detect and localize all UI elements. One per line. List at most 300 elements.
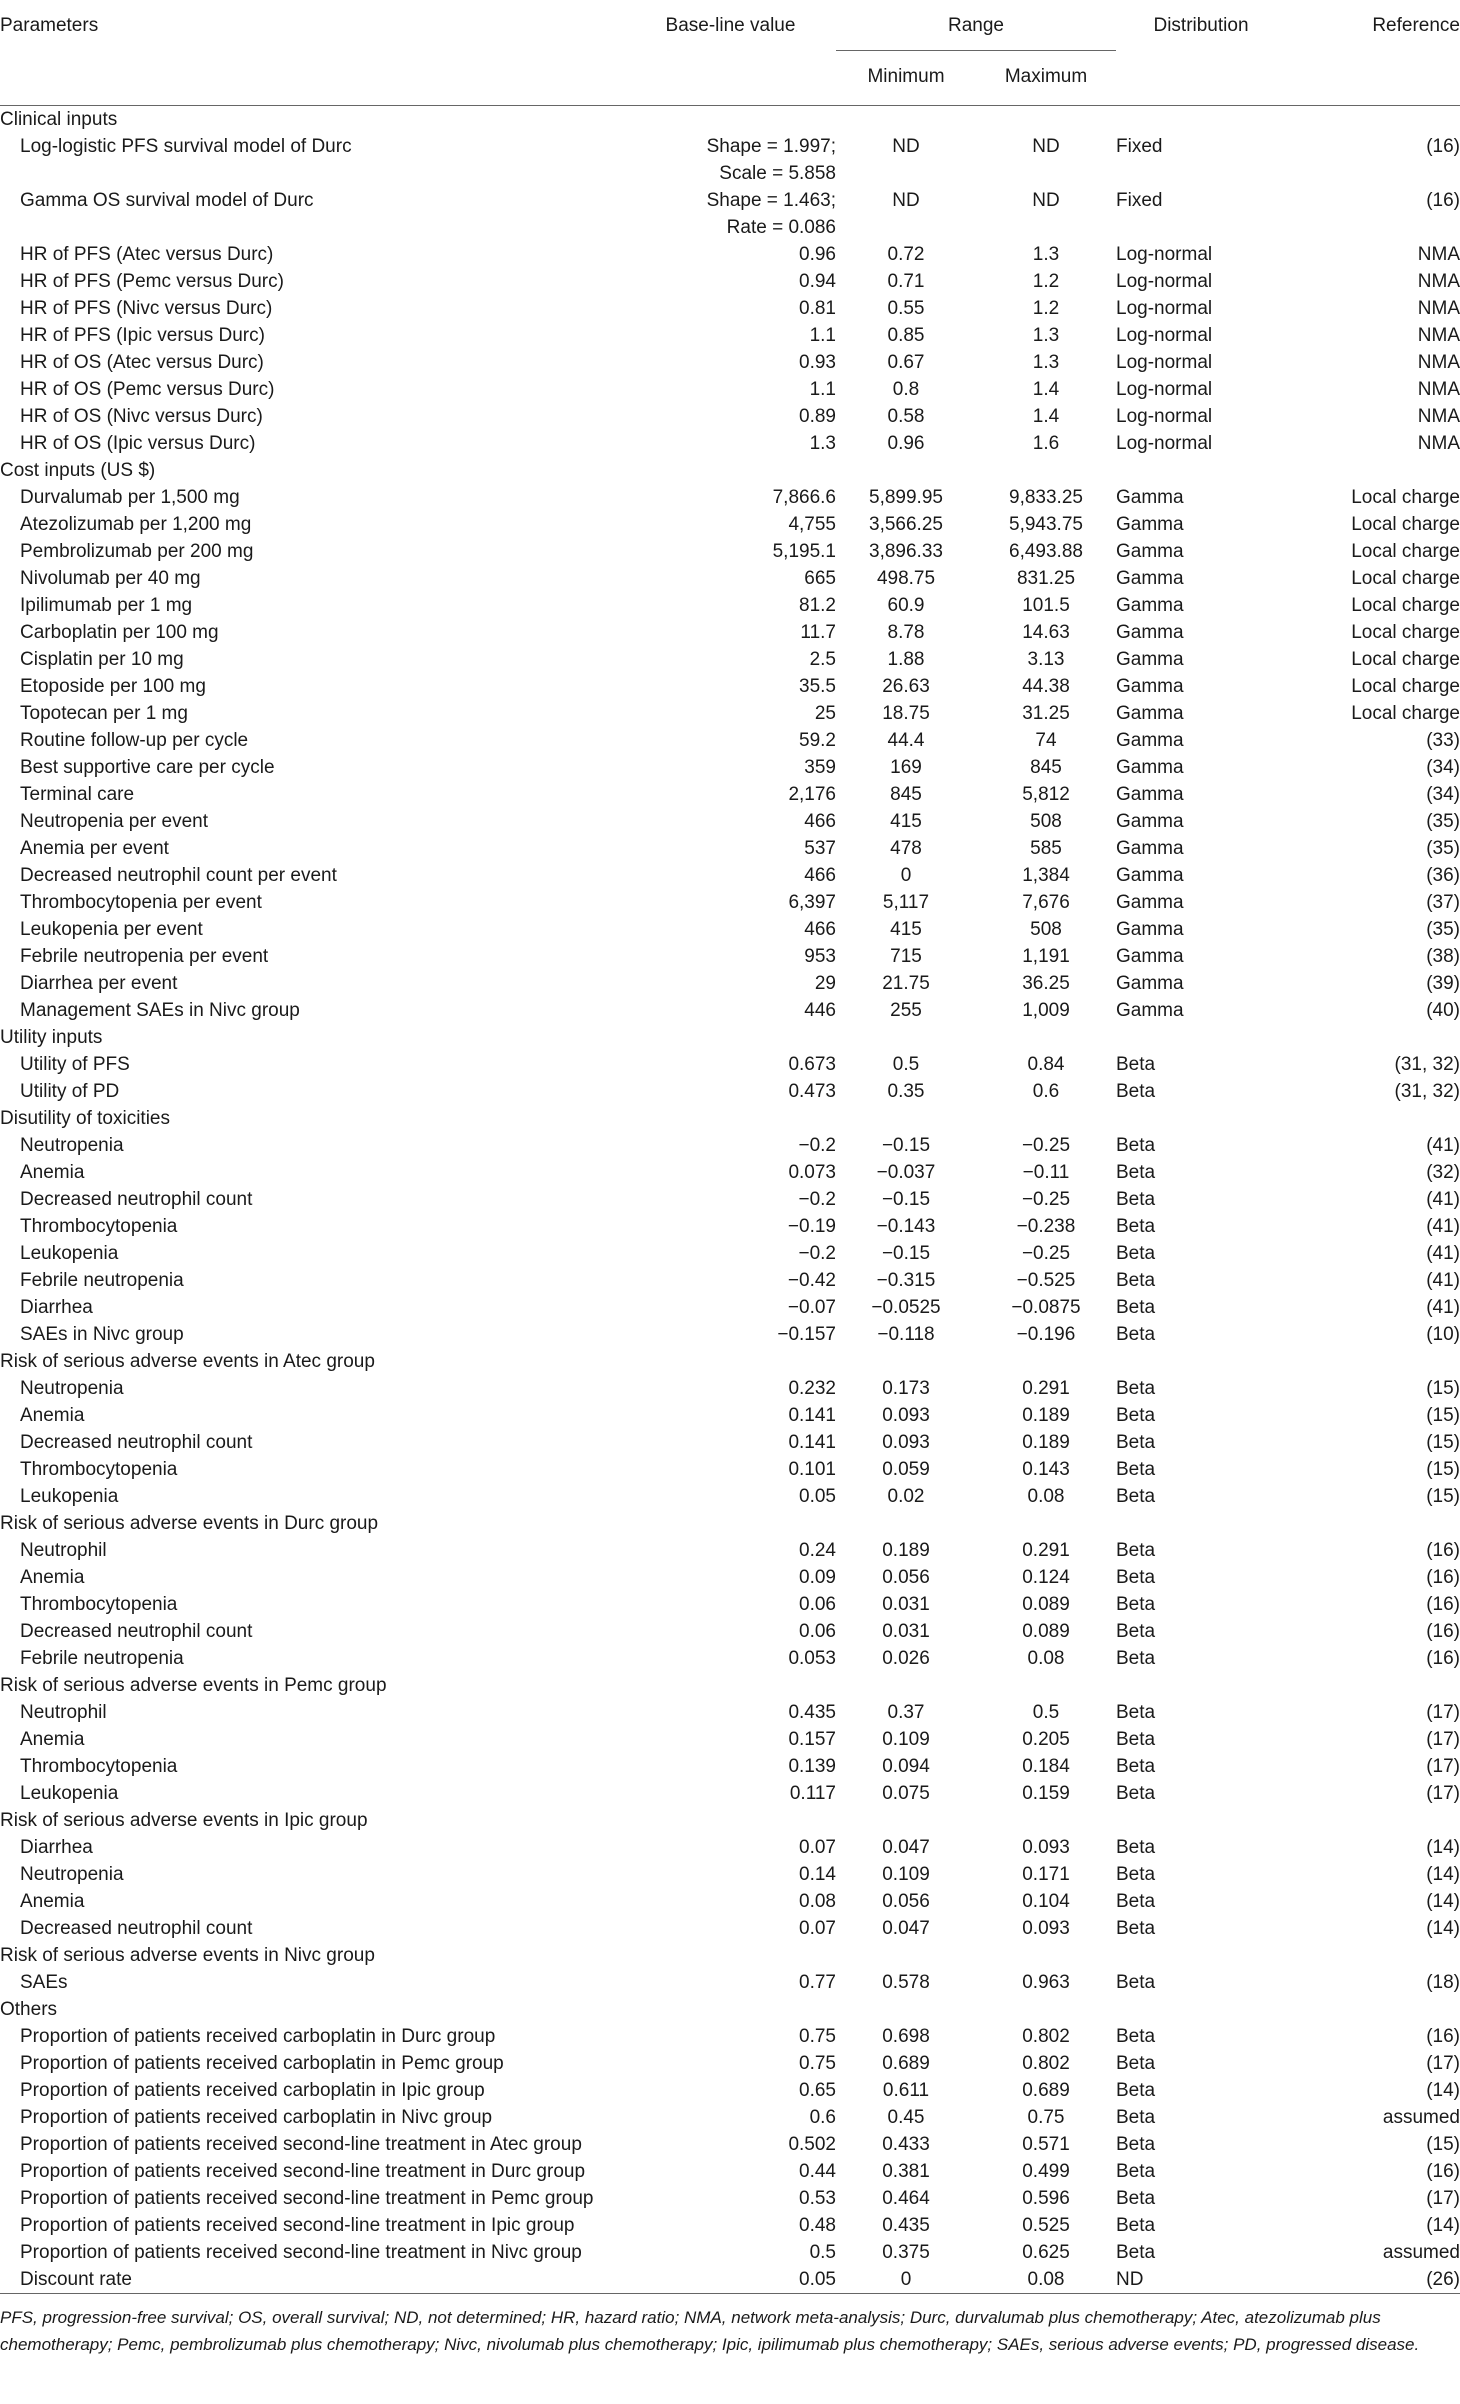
reference-cell: (15) (1426, 1459, 1460, 1480)
baseline-cell: 0.073 (788, 1162, 836, 1183)
maximum-cell: 831.25 (1016, 568, 1076, 589)
baseline-cell: 0.05 (799, 1486, 836, 1507)
minimum-cell: 0 (900, 2269, 912, 2290)
reference-cell: (17) (1426, 1729, 1460, 1750)
reference-cell: (15) (1426, 1378, 1460, 1399)
distribution-cell: Beta (1116, 1891, 1156, 1912)
parameter-cell: Gamma OS survival model of Durc (20, 190, 314, 211)
maximum-cell: 1,191 (1022, 946, 1070, 967)
maximum-cell: 1,009 (1022, 1000, 1070, 1021)
baseline-cell: 0.139 (788, 1756, 836, 1777)
maximum-cell: 44.38 (1022, 676, 1070, 697)
parameter-cell: Neutropenia (20, 1378, 124, 1399)
baseline-cell: 665 (804, 568, 836, 589)
distribution-cell: Gamma (1116, 595, 1184, 616)
parameter-cell: HR of PFS (Nivc versus Durc) (20, 298, 273, 319)
reference-cell: NMA (1417, 298, 1460, 319)
parameter-cell: Thrombocytopenia (20, 1216, 178, 1237)
table-row (0, 1240, 1460, 1267)
parameter-cell: Utility of PFS (20, 1054, 130, 1075)
baseline-cell: 0.93 (799, 352, 836, 373)
table-row (0, 2131, 1460, 2158)
reference-cell: (34) (1426, 784, 1460, 805)
distribution-cell: Beta (1116, 2188, 1156, 2209)
maximum-cell: 585 (1030, 838, 1062, 859)
distribution-cell: Beta (1116, 2107, 1156, 2128)
table-row (0, 2239, 1460, 2266)
baseline-cell: 7,866.6 (772, 487, 836, 508)
section-header-row (0, 1942, 1460, 1969)
parameter-cell: Utility of PD (20, 1081, 120, 1102)
parameter-cell: Proportion of patients received second-line treatment in Atec group (20, 2134, 582, 2155)
distribution-cell: Gamma (1116, 838, 1184, 859)
distribution-cell: Gamma (1116, 946, 1184, 967)
table-row (0, 1132, 1460, 1159)
table-row (0, 943, 1460, 970)
baseline-cell: 5,195.1 (772, 541, 836, 562)
distribution-cell: Gamma (1116, 892, 1184, 913)
distribution-cell: Fixed (1116, 190, 1163, 211)
parameter-cell: Topotecan per 1 mg (20, 703, 188, 724)
distribution-cell: Gamma (1116, 703, 1184, 724)
reference-cell: (41) (1426, 1135, 1460, 1156)
maximum-cell: 0.08 (1027, 2269, 1065, 2290)
distribution-cell: Gamma (1116, 622, 1184, 643)
parameter-cell: Proportion of patients received second-line treatment in Ipic group (20, 2215, 575, 2236)
table-row (0, 2023, 1460, 2050)
table-body (0, 106, 1460, 2294)
distribution-cell: Beta (1116, 1135, 1156, 1156)
reference-cell: (17) (1426, 1702, 1460, 1723)
baseline-cell: 0.14 (799, 1864, 836, 1885)
maximum-cell: 0.84 (1027, 1054, 1065, 1075)
maximum-cell: 0.625 (1022, 2242, 1070, 2263)
distribution-cell: Gamma (1116, 649, 1184, 670)
table-row (0, 430, 1460, 457)
distribution-cell: Beta (1116, 2242, 1156, 2263)
section-header-row (0, 1348, 1460, 1375)
distribution-cell: Gamma (1116, 757, 1184, 778)
minimum-cell: 478 (890, 838, 922, 859)
maximum-cell: 0.571 (1022, 2134, 1070, 2155)
baseline-cell: 446 (804, 1000, 836, 1021)
reference-cell: (16) (1426, 1594, 1460, 1615)
minimum-cell: 0.55 (887, 298, 925, 319)
reference-cell: Local charge (1351, 487, 1460, 508)
baseline-cell: 0.5 (809, 2242, 836, 2263)
distribution-cell: Beta (1116, 2161, 1156, 2182)
parameter-cell: Ipilimumab per 1 mg (20, 595, 193, 616)
parameter-cell: Anemia (20, 1567, 85, 1588)
minimum-cell: 0.8 (892, 379, 920, 400)
minimum-cell: 498.75 (876, 568, 936, 589)
minimum-cell: 18.75 (882, 703, 930, 724)
baseline-cell: 0.53 (799, 2188, 836, 2209)
distribution-cell: Gamma (1116, 541, 1184, 562)
table-row (0, 1780, 1460, 1807)
parameter-cell: HR of OS (Ipic versus Durc) (20, 433, 256, 454)
reference-cell: (16) (1426, 2161, 1460, 2182)
maximum-cell: −0.196 (1016, 1324, 1076, 1345)
distribution-cell: Gamma (1116, 784, 1184, 805)
distribution-cell: Beta (1116, 1702, 1156, 1723)
reference-cell: NMA (1417, 352, 1460, 373)
baseline-cell: 0.48 (799, 2215, 836, 2236)
table-row (0, 2266, 1460, 2294)
table-row (0, 1564, 1460, 1591)
table-row (0, 808, 1460, 835)
distribution-cell: Log-normal (1116, 244, 1213, 265)
distribution-cell: Beta (1116, 1216, 1156, 1237)
parameter-cell: Leukopenia per event (20, 919, 203, 940)
header-parameters: Parameters (0, 15, 99, 36)
distribution-cell: Gamma (1116, 865, 1184, 886)
baseline-cell: 0.141 (788, 1405, 836, 1426)
parameter-cell: Etoposide per 100 mg (20, 676, 206, 697)
minimum-cell: 0.611 (882, 2080, 930, 2101)
minimum-cell: −0.143 (876, 1216, 936, 1237)
section-title: Risk of serious adverse events in Durc group (0, 1513, 379, 1534)
minimum-cell: −0.0525 (871, 1297, 941, 1318)
maximum-cell: 0.802 (1022, 2026, 1070, 2047)
header-minimum: Minimum (867, 66, 945, 87)
table-row (0, 133, 1460, 187)
table-row (0, 700, 1460, 727)
parameter-cell: Proportion of patients received carboplatin in Pemc group (20, 2053, 504, 2074)
table-row (0, 916, 1460, 943)
maximum-cell: 0.104 (1022, 1891, 1070, 1912)
section-header-row (0, 1996, 1460, 2023)
reference-cell: (41) (1426, 1216, 1460, 1237)
reference-cell: (40) (1426, 1000, 1460, 1021)
minimum-cell: 0.093 (882, 1432, 930, 1453)
baseline-cell: 0.101 (788, 1459, 836, 1480)
maximum-cell: 0.75 (1027, 2107, 1065, 2128)
table-footnote: PFS, progression-free survival; OS, overall survival; ND, not determined; HR, hazard ratio; NMA, network meta-analysis; Durc, durvalumab plus chemotherapy; Atec, atezolizumab plus chemotherapy; Pemc, pembrolizumab plus chemotherapy; Nivc, nivolumab plus chemotherapy; Ipic, ipilimumab plus chemotherapy; SAEs, serious adverse events; PD, progressed disease. (0, 2308, 1420, 2354)
minimum-cell: 0.173 (882, 1378, 930, 1399)
table-row (0, 2158, 1460, 2185)
maximum-cell: 0.689 (1022, 2080, 1070, 2101)
baseline-cell: 59.2 (799, 730, 836, 751)
distribution-cell: Log-normal (1116, 325, 1213, 346)
baseline-cell: 0.473 (788, 1081, 836, 1102)
distribution-cell: Beta (1116, 1459, 1156, 1480)
reference-cell: (41) (1426, 1270, 1460, 1291)
parameter-cell: SAEs in Nivc group (20, 1324, 184, 1345)
minimum-cell: 0.698 (882, 2026, 930, 2047)
baseline-cell: 0.053 (788, 1648, 836, 1669)
parameter-cell: Routine follow-up per cycle (20, 730, 249, 751)
parameter-cell: Decreased neutrophil count (20, 1918, 253, 1939)
minimum-cell: 0.059 (882, 1459, 930, 1480)
parameter-cell: Best supportive care per cycle (20, 757, 275, 778)
maximum-cell: 0.08 (1027, 1486, 1065, 1507)
distribution-cell: Beta (1116, 1162, 1156, 1183)
table-row (0, 538, 1460, 565)
minimum-cell: 0.031 (882, 1621, 930, 1642)
table-row (0, 1726, 1460, 1753)
table-row (0, 1618, 1460, 1645)
minimum-cell: 0.5 (892, 1054, 920, 1075)
parameter-cell: Febrile neutropenia per event (20, 946, 269, 967)
minimum-cell: 255 (890, 1000, 922, 1021)
parameter-cell: Thrombocytopenia (20, 1756, 178, 1777)
table-row (0, 646, 1460, 673)
reference-cell: (37) (1426, 892, 1460, 913)
minimum-cell: 0.056 (882, 1891, 930, 1912)
reference-cell: Local charge (1351, 703, 1460, 724)
table-row (0, 1159, 1460, 1186)
table-row (0, 2050, 1460, 2077)
parameter-cell: Atezolizumab per 1,200 mg (20, 514, 252, 535)
parameter-cell: Thrombocytopenia per event (20, 892, 262, 913)
minimum-cell: 0.67 (887, 352, 925, 373)
minimum-cell: 0.71 (887, 271, 925, 292)
parameter-cell: Terminal care (20, 784, 135, 805)
minimum-cell: 0.109 (882, 1864, 930, 1885)
parameter-cell: Proportion of patients received second-line treatment in Durc group (20, 2161, 586, 2182)
reference-cell: (41) (1426, 1243, 1460, 1264)
parameter-cell: HR of PFS (Atec versus Durc) (20, 244, 274, 265)
minimum-cell: 0.093 (882, 1405, 930, 1426)
minimum-cell: 3,566.25 (869, 514, 943, 535)
table-row (0, 673, 1460, 700)
maximum-cell: 1.3 (1032, 325, 1060, 346)
maximum-cell: 0.089 (1022, 1594, 1070, 1615)
minimum-cell: ND (892, 190, 920, 211)
baseline-cell: 0.673 (788, 1054, 836, 1075)
distribution-cell: Beta (1116, 1648, 1156, 1669)
parameter-cell: Anemia (20, 1891, 85, 1912)
table-row (0, 1402, 1460, 1429)
parameter-cell: Neutrophil (20, 1702, 107, 1723)
baseline-cell: 29 (814, 973, 836, 994)
minimum-cell: 0.35 (887, 1081, 925, 1102)
reference-cell: (36) (1426, 865, 1460, 886)
baseline-line-2: Scale = 5.858 (719, 163, 836, 184)
minimum-cell: 0.094 (882, 1756, 930, 1777)
minimum-cell: 21.75 (882, 973, 930, 994)
reference-cell: (14) (1426, 2080, 1460, 2101)
table-row (0, 1969, 1460, 1996)
distribution-cell: Beta (1116, 1081, 1156, 1102)
minimum-cell: 0.031 (882, 1594, 930, 1615)
table-row (0, 619, 1460, 646)
distribution-cell: Beta (1116, 1486, 1156, 1507)
table-row (0, 2104, 1460, 2131)
distribution-cell: Beta (1116, 1270, 1156, 1291)
maximum-cell: −0.25 (1021, 1189, 1071, 1210)
maximum-cell: 0.093 (1022, 1837, 1070, 1858)
baseline-cell: 0.77 (799, 1972, 836, 1993)
reference-cell: assumed (1382, 2242, 1460, 2263)
parameter-cell: Decreased neutrophil count (20, 1189, 253, 1210)
parameter-cell: Decreased neutrophil count per event (20, 865, 337, 886)
table-row (0, 1834, 1460, 1861)
baseline-cell: 2,176 (788, 784, 836, 805)
distribution-cell: Beta (1116, 1378, 1156, 1399)
table-row (0, 1888, 1460, 1915)
distribution-cell: Beta (1116, 1297, 1156, 1318)
reference-cell: Local charge (1351, 649, 1460, 670)
distribution-cell: Beta (1116, 2215, 1156, 2236)
parameter-cell: Neutropenia per event (20, 811, 209, 832)
distribution-cell: Gamma (1116, 514, 1184, 535)
maximum-cell: 1.6 (1032, 433, 1060, 454)
maximum-cell: 3.13 (1027, 649, 1065, 670)
table-row (0, 1591, 1460, 1618)
maximum-cell: −0.238 (1016, 1216, 1076, 1237)
reference-cell: NMA (1417, 325, 1460, 346)
minimum-cell: 845 (890, 784, 922, 805)
reference-cell: (17) (1426, 2188, 1460, 2209)
parameter-cell: Diarrhea (20, 1297, 93, 1318)
distribution-cell: Beta (1116, 2026, 1156, 2047)
maximum-cell: 0.802 (1022, 2053, 1070, 2074)
minimum-cell: 0.464 (882, 2188, 930, 2209)
baseline-cell: 0.232 (788, 1378, 836, 1399)
minimum-cell: 0.689 (882, 2053, 930, 2074)
baseline-cell: 537 (804, 838, 836, 859)
minimum-cell: 1.88 (887, 649, 925, 670)
minimum-cell: 0.381 (882, 2161, 930, 2182)
minimum-cell: −0.15 (881, 1243, 931, 1264)
table-row (0, 1753, 1460, 1780)
table-row (0, 2212, 1460, 2239)
distribution-cell: Beta (1116, 1405, 1156, 1426)
reference-cell: (33) (1426, 730, 1460, 751)
header-baseline: Base-line value (665, 15, 796, 36)
parameter-cell: Diarrhea (20, 1837, 93, 1858)
section-header-row (0, 1024, 1460, 1051)
parameter-cell: Pembrolizumab per 200 mg (20, 541, 254, 562)
reference-cell: (34) (1426, 757, 1460, 778)
section-header-row (0, 1672, 1460, 1699)
maximum-cell: 0.089 (1022, 1621, 1070, 1642)
section-header-row (0, 1510, 1460, 1537)
reference-cell: Local charge (1351, 622, 1460, 643)
table-row (0, 1429, 1460, 1456)
baseline-cell: −0.2 (798, 1189, 836, 1210)
baseline-cell: 0.502 (788, 2134, 836, 2155)
maximum-cell: 0.291 (1022, 1540, 1070, 1561)
parameter-cell: Decreased neutrophil count (20, 1621, 253, 1642)
parameter-cell: Neutropenia (20, 1135, 124, 1156)
reference-cell: (41) (1426, 1297, 1460, 1318)
distribution-cell: Beta (1116, 1729, 1156, 1750)
parameter-cell: HR of OS (Pemc versus Durc) (20, 379, 275, 400)
minimum-cell: 3,896.33 (869, 541, 943, 562)
baseline-cell: 0.65 (799, 2080, 836, 2101)
parameter-cell: HR of PFS (Ipic versus Durc) (20, 325, 265, 346)
parameter-cell: Neutropenia (20, 1864, 124, 1885)
reference-cell: (31, 32) (1394, 1081, 1460, 1102)
section-title: Clinical inputs (0, 109, 118, 130)
maximum-cell: 0.171 (1022, 1864, 1070, 1885)
table-row (0, 1915, 1460, 1942)
minimum-cell: 0.72 (887, 244, 925, 265)
baseline-cell: −0.42 (787, 1270, 836, 1291)
baseline-cell: 1.1 (809, 325, 836, 346)
maximum-cell: 1,384 (1022, 865, 1070, 886)
reference-cell: (31, 32) (1394, 1054, 1460, 1075)
parameter-cell: Neutrophil (20, 1540, 107, 1561)
distribution-cell: Log-normal (1116, 379, 1213, 400)
baseline-cell: 0.117 (789, 1783, 836, 1804)
maximum-cell: 0.291 (1022, 1378, 1070, 1399)
table-header (0, 0, 1460, 106)
maximum-cell: 5,943.75 (1009, 514, 1083, 535)
distribution-cell: Beta (1116, 1972, 1156, 1993)
maximum-cell: 9,833.25 (1009, 487, 1083, 508)
minimum-cell: −0.15 (881, 1189, 931, 1210)
maximum-cell: 0.189 (1022, 1432, 1070, 1453)
baseline-cell: 0.75 (799, 2053, 836, 2074)
maximum-cell: 74 (1035, 730, 1057, 751)
parameter-cell: Proportion of patients received carboplatin in Nivc group (20, 2107, 493, 2128)
table-row (0, 889, 1460, 916)
table-row (0, 781, 1460, 808)
parameter-cell: Leukopenia (20, 1783, 119, 1804)
maximum-cell: −0.11 (1022, 1162, 1070, 1183)
minimum-cell: ND (892, 136, 920, 157)
minimum-cell: −0.15 (881, 1135, 931, 1156)
minimum-cell: 0.056 (882, 1567, 930, 1588)
parameter-cell: Anemia (20, 1405, 85, 1426)
reference-cell: (16) (1426, 1540, 1460, 1561)
table-row (0, 349, 1460, 376)
table-row (0, 1078, 1460, 1105)
reference-cell: (16) (1426, 190, 1460, 211)
baseline-cell (625, 187, 836, 241)
reference-cell: (14) (1426, 1891, 1460, 1912)
reference-cell: (35) (1426, 811, 1460, 832)
section-header-row (0, 457, 1460, 484)
distribution-cell: Beta (1116, 1864, 1156, 1885)
maximum-cell: −0.0875 (1011, 1297, 1081, 1318)
parameter-cell: Proportion of patients received carboplatin in Durc group (20, 2026, 496, 2047)
reference-cell: (14) (1426, 1837, 1460, 1858)
section-title: Risk of serious adverse events in Atec group (0, 1351, 375, 1372)
section-title: Utility inputs (0, 1027, 103, 1048)
maximum-cell: 7,676 (1022, 892, 1070, 913)
baseline-cell: 0.08 (799, 1891, 836, 1912)
reference-cell: (17) (1426, 1783, 1460, 1804)
table-row (0, 241, 1460, 268)
baseline-cell: 0.96 (799, 244, 836, 265)
maximum-cell: 1.3 (1032, 352, 1060, 373)
section-title: Others (0, 1999, 58, 2020)
parameter-cell: Cisplatin per 10 mg (20, 649, 184, 670)
reference-cell: (15) (1426, 1405, 1460, 1426)
distribution-cell: Beta (1116, 1540, 1156, 1561)
minimum-cell: 0.96 (887, 433, 925, 454)
minimum-cell: 0.047 (882, 1918, 930, 1939)
distribution-cell: Gamma (1116, 1000, 1184, 1021)
parameter-cell: Durvalumab per 1,500 mg (20, 487, 240, 508)
baseline-line-2: Rate = 0.086 (726, 217, 836, 238)
reference-cell: Local charge (1351, 541, 1460, 562)
baseline-cell: −0.2 (798, 1243, 836, 1264)
maximum-cell: 0.159 (1022, 1783, 1070, 1804)
baseline-cell: 0.44 (799, 2161, 836, 2182)
table-row (0, 1186, 1460, 1213)
minimum-cell: 44.4 (887, 730, 925, 751)
minimum-cell: 415 (890, 919, 922, 940)
table-row (0, 1456, 1460, 1483)
maximum-cell: 0.5 (1032, 1702, 1060, 1723)
maximum-cell: 508 (1030, 919, 1062, 940)
